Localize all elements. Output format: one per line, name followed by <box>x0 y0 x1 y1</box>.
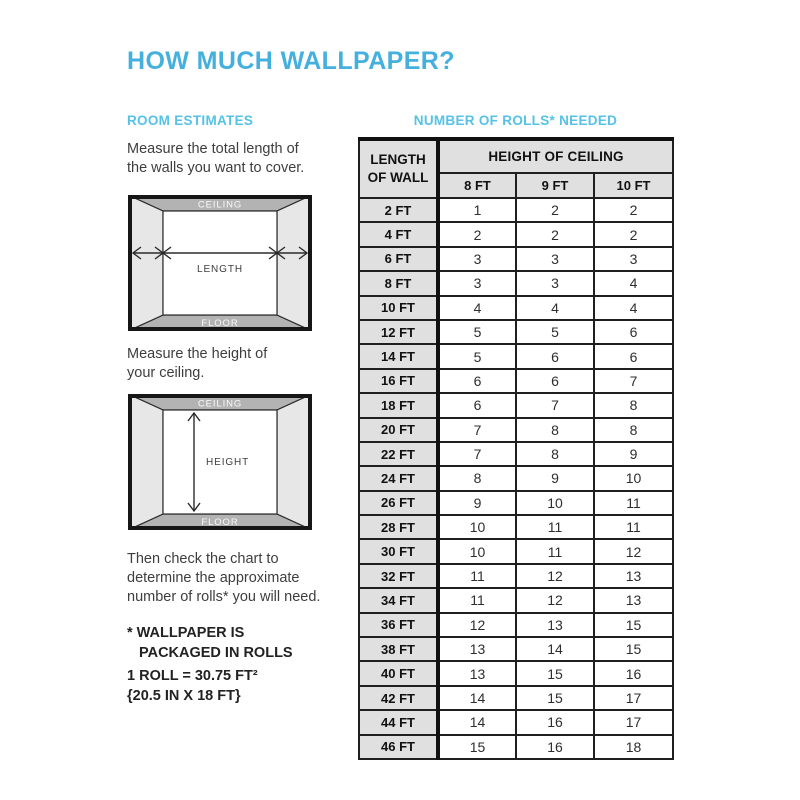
rolls-value-cell: 2 <box>516 198 594 222</box>
table-row <box>359 442 673 466</box>
rolls-value-cell: 7 <box>516 393 594 417</box>
table-row <box>359 271 673 295</box>
rolls-value-cell: 11 <box>438 588 516 612</box>
length-label: LENGTH <box>197 264 243 275</box>
roll-spec <box>127 666 258 706</box>
length-of-wall-header-line2: OF WALL <box>367 170 429 185</box>
rolls-value-cell: 15 <box>438 735 516 759</box>
rolls-value-cell: 12 <box>438 613 516 637</box>
rolls-value-cell: 9 <box>516 466 594 490</box>
rolls-needed-heading: NUMBER OF ROLLS* NEEDED <box>413 113 618 128</box>
rolls-value-cell: 7 <box>438 418 516 442</box>
rolls-value-cell: 11 <box>594 491 673 515</box>
table-row <box>359 247 673 271</box>
rolls-value-cell: 12 <box>516 588 594 612</box>
roll-spec-line1: 1 ROLL = 30.75 FT² <box>127 668 258 684</box>
rolls-value-cell: 14 <box>516 637 594 661</box>
rolls-table-container <box>358 137 674 760</box>
rolls-value-cell: 9 <box>438 491 516 515</box>
wall-length-cell: 28 FT <box>359 515 438 539</box>
rolls-value-cell: 8 <box>438 466 516 490</box>
footnote-line2: PACKAGED IN ROLLS <box>139 645 293 661</box>
step2-line2: your ceiling. <box>127 365 205 381</box>
rolls-value-cell: 4 <box>594 296 673 320</box>
room-estimates-heading: ROOM ESTIMATES <box>127 113 254 128</box>
table-row <box>359 637 673 661</box>
step2-instruction <box>127 345 267 383</box>
rolls-value-cell: 5 <box>516 320 594 344</box>
rolls-value-cell: 16 <box>516 710 594 734</box>
step3-line1: Then check the chart to <box>127 551 279 567</box>
rolls-value-cell: 13 <box>516 613 594 637</box>
rolls-value-cell: 10 <box>438 539 516 563</box>
rolls-value-cell: 3 <box>438 247 516 271</box>
wall-length-cell: 24 FT <box>359 466 438 490</box>
rolls-value-cell: 10 <box>594 466 673 490</box>
table-row <box>359 320 673 344</box>
rolls-value-cell: 15 <box>594 613 673 637</box>
rolls-value-cell: 6 <box>516 344 594 368</box>
rolls-value-cell: 15 <box>516 686 594 710</box>
length-of-wall-header <box>359 139 438 198</box>
rolls-value-cell: 6 <box>594 344 673 368</box>
rolls-value-cell: 15 <box>594 637 673 661</box>
table-row <box>359 661 673 685</box>
rolls-value-cell: 8 <box>594 418 673 442</box>
rolls-value-cell: 2 <box>594 198 673 222</box>
rolls-value-cell: 10 <box>516 491 594 515</box>
wall-length-cell: 2 FT <box>359 198 438 222</box>
rolls-value-cell: 7 <box>438 442 516 466</box>
rolls-value-cell: 2 <box>438 222 516 246</box>
left-wall-surface <box>128 195 163 331</box>
length-of-wall-header-line1: LENGTH <box>370 152 426 168</box>
step3-instruction <box>127 550 320 607</box>
rolls-value-cell: 16 <box>594 661 673 685</box>
rolls-table-body <box>359 198 673 759</box>
rolls-value-cell: 13 <box>594 564 673 588</box>
rolls-value-cell: 16 <box>516 735 594 759</box>
wall-length-cell: 20 FT <box>359 418 438 442</box>
page-title: HOW MUCH WALLPAPER? <box>127 46 455 75</box>
table-row <box>359 369 673 393</box>
rolls-value-cell: 18 <box>594 735 673 759</box>
table-row <box>359 735 673 759</box>
height-of-ceiling-header: HEIGHT OF CEILING <box>438 139 673 173</box>
rolls-value-cell: 6 <box>516 369 594 393</box>
rolls-value-cell: 3 <box>594 247 673 271</box>
rolls-value-cell: 11 <box>438 564 516 588</box>
wall-length-cell: 40 FT <box>359 661 438 685</box>
wall-length-cell: 6 FT <box>359 247 438 271</box>
wall-length-cell: 26 FT <box>359 491 438 515</box>
footnote-line1: * WALLPAPER IS <box>127 625 245 641</box>
step3-line2: determine the approximate <box>127 570 300 586</box>
rolls-value-cell: 13 <box>438 637 516 661</box>
rolls-value-cell: 12 <box>594 539 673 563</box>
roll-spec-line2: {20.5 IN X 18 FT} <box>127 688 241 704</box>
wall-length-cell: 42 FT <box>359 686 438 710</box>
table-row <box>359 613 673 637</box>
rolls-value-cell: 3 <box>516 271 594 295</box>
rolls-value-cell: 10 <box>438 515 516 539</box>
rolls-value-cell: 11 <box>516 539 594 563</box>
table-row <box>359 588 673 612</box>
rolls-value-cell: 8 <box>516 442 594 466</box>
table-row <box>359 393 673 417</box>
room-height-diagram <box>128 394 312 530</box>
rolls-value-cell: 13 <box>438 661 516 685</box>
rolls-table <box>358 137 674 760</box>
wall-length-cell: 14 FT <box>359 344 438 368</box>
table-row <box>359 539 673 563</box>
rolls-value-cell: 17 <box>594 686 673 710</box>
col-header-9ft: 9 FT <box>516 173 594 198</box>
rolls-value-cell: 17 <box>594 710 673 734</box>
wall-length-cell: 34 FT <box>359 588 438 612</box>
col-header-10ft: 10 FT <box>594 173 673 198</box>
right-wall-surface <box>277 394 312 530</box>
wall-length-cell: 32 FT <box>359 564 438 588</box>
right-wall-surface <box>277 195 312 331</box>
rolls-value-cell: 13 <box>594 588 673 612</box>
ceiling-label: CEILING <box>197 199 243 211</box>
table-row <box>359 466 673 490</box>
step1-instruction <box>127 140 304 178</box>
left-wall-surface <box>128 394 163 530</box>
wall-length-cell: 8 FT <box>359 271 438 295</box>
col-header-8ft: 8 FT <box>438 173 516 198</box>
table-row <box>359 198 673 222</box>
rolls-value-cell: 4 <box>594 271 673 295</box>
table-row <box>359 710 673 734</box>
rolls-value-cell: 15 <box>516 661 594 685</box>
table-row <box>359 296 673 320</box>
room-length-diagram <box>128 195 312 331</box>
wall-length-cell: 16 FT <box>359 369 438 393</box>
wall-length-cell: 4 FT <box>359 222 438 246</box>
rolls-value-cell: 12 <box>516 564 594 588</box>
floor-label: FLOOR <box>201 318 239 329</box>
wall-length-cell: 30 FT <box>359 539 438 563</box>
floor-label: FLOOR <box>201 517 239 528</box>
rolls-value-cell: 14 <box>438 710 516 734</box>
step1-line2: the walls you want to cover. <box>127 160 305 176</box>
rolls-value-cell: 1 <box>438 198 516 222</box>
wall-length-cell: 22 FT <box>359 442 438 466</box>
table-row <box>359 515 673 539</box>
rolls-value-cell: 3 <box>516 247 594 271</box>
rolls-value-cell: 6 <box>594 320 673 344</box>
rolls-value-cell: 5 <box>438 344 516 368</box>
step2-line1: Measure the height of <box>127 346 268 362</box>
rolls-value-cell: 11 <box>516 515 594 539</box>
rolls-value-cell: 7 <box>594 369 673 393</box>
ceiling-label: CEILING <box>197 398 243 410</box>
rolls-value-cell: 8 <box>594 393 673 417</box>
rolls-value-cell: 6 <box>438 393 516 417</box>
rolls-value-cell: 9 <box>594 442 673 466</box>
rolls-value-cell: 2 <box>594 222 673 246</box>
rolls-value-cell: 5 <box>438 320 516 344</box>
wallpaper-footnote <box>127 623 293 663</box>
rolls-value-cell: 14 <box>438 686 516 710</box>
table-row <box>359 491 673 515</box>
back-wall-surface <box>163 211 277 315</box>
wall-length-cell: 38 FT <box>359 637 438 661</box>
height-label: HEIGHT <box>206 457 250 468</box>
table-row <box>359 564 673 588</box>
step1-line1: Measure the total length of <box>127 141 299 157</box>
table-row <box>359 418 673 442</box>
wall-length-cell: 18 FT <box>359 393 438 417</box>
wall-length-cell: 12 FT <box>359 320 438 344</box>
wall-length-cell: 36 FT <box>359 613 438 637</box>
table-row <box>359 686 673 710</box>
wall-length-cell: 46 FT <box>359 735 438 759</box>
rolls-value-cell: 4 <box>516 296 594 320</box>
rolls-value-cell: 2 <box>516 222 594 246</box>
table-row <box>359 344 673 368</box>
wall-length-cell: 44 FT <box>359 710 438 734</box>
rolls-value-cell: 11 <box>594 515 673 539</box>
table-header-row-1 <box>359 139 673 173</box>
step3-line3: number of rolls* you will need. <box>127 589 321 605</box>
rolls-value-cell: 6 <box>438 369 516 393</box>
table-row <box>359 222 673 246</box>
rolls-value-cell: 3 <box>438 271 516 295</box>
wall-length-cell: 10 FT <box>359 296 438 320</box>
rolls-value-cell: 8 <box>516 418 594 442</box>
rolls-value-cell: 4 <box>438 296 516 320</box>
